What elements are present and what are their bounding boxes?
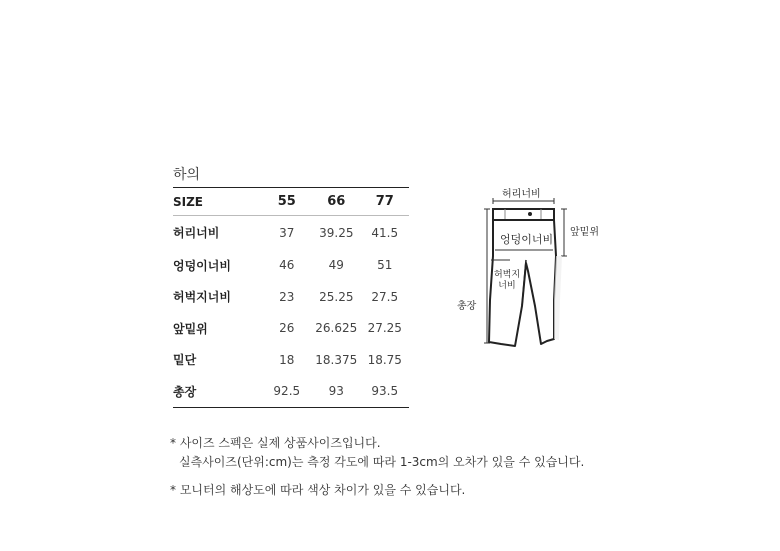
cell-value: 25.25: [319, 289, 354, 304]
cell-value: 39.25: [319, 225, 354, 240]
cell-value: 27.5: [371, 289, 399, 304]
pants-outline-icon: [450, 178, 620, 358]
table-row: [173, 216, 409, 250]
cell-value: 37: [279, 225, 295, 240]
table-row: [173, 281, 409, 313]
cell-value: 93: [328, 384, 344, 398]
cell-value: 26: [279, 321, 295, 336]
size-header-label: SIZE: [173, 194, 204, 209]
cell-value: 49: [328, 258, 344, 273]
cell-value: 92.5: [273, 384, 301, 398]
row-label: 밑단: [173, 353, 197, 368]
size-header-66: 66: [327, 194, 346, 209]
size-table: [173, 187, 409, 408]
pants-measurement-diagram: [450, 178, 620, 358]
waist-width-label: 허리너비: [502, 189, 541, 200]
section-title: 하의: [173, 167, 201, 183]
cell-value: 93.5: [371, 384, 399, 398]
table-row: [173, 376, 409, 408]
table-row: [173, 313, 409, 345]
thigh-width-label: 허벅지너비: [493, 270, 521, 291]
note-line: 실측사이즈(단위:cm)는 측정 각도에 따라 1-3cm의 오차가 있을 수 있습니다.: [179, 455, 585, 469]
cell-value: 23: [279, 289, 295, 304]
size-header-55: 55: [277, 194, 296, 209]
row-label: 앞밑위: [173, 321, 208, 336]
size-header-77: 77: [375, 194, 394, 209]
row-label: 총장: [173, 384, 197, 399]
cell-value: 46: [279, 258, 295, 273]
row-label: 허벅지너비: [173, 290, 231, 305]
total-length-label: 총장: [457, 301, 477, 312]
cell-value: 18.75: [367, 352, 402, 367]
cell-value: 18: [279, 352, 295, 367]
cell-value: 27.25: [367, 321, 402, 336]
row-label: 엉덩이너비: [173, 258, 231, 273]
cell-value: 26.625: [315, 321, 358, 336]
cell-value: 41.5: [371, 225, 399, 240]
cell-value: 51: [377, 258, 393, 273]
size-header-row: [173, 188, 409, 216]
table-row: [173, 344, 409, 376]
note-line: * 사이즈 스펙은 실제 상품사이즈입니다.: [170, 436, 381, 450]
hip-width-label: 엉덩이너비: [500, 233, 554, 246]
notes: [170, 434, 584, 500]
cell-value: 18.375: [315, 352, 358, 367]
front-rise-label: 앞밑위: [570, 227, 599, 238]
table-row: [173, 250, 409, 282]
row-label: 허리너비: [173, 226, 220, 241]
note-line: * 모니터의 해상도에 따라 색상 차이가 있을 수 있습니다.: [170, 483, 466, 497]
